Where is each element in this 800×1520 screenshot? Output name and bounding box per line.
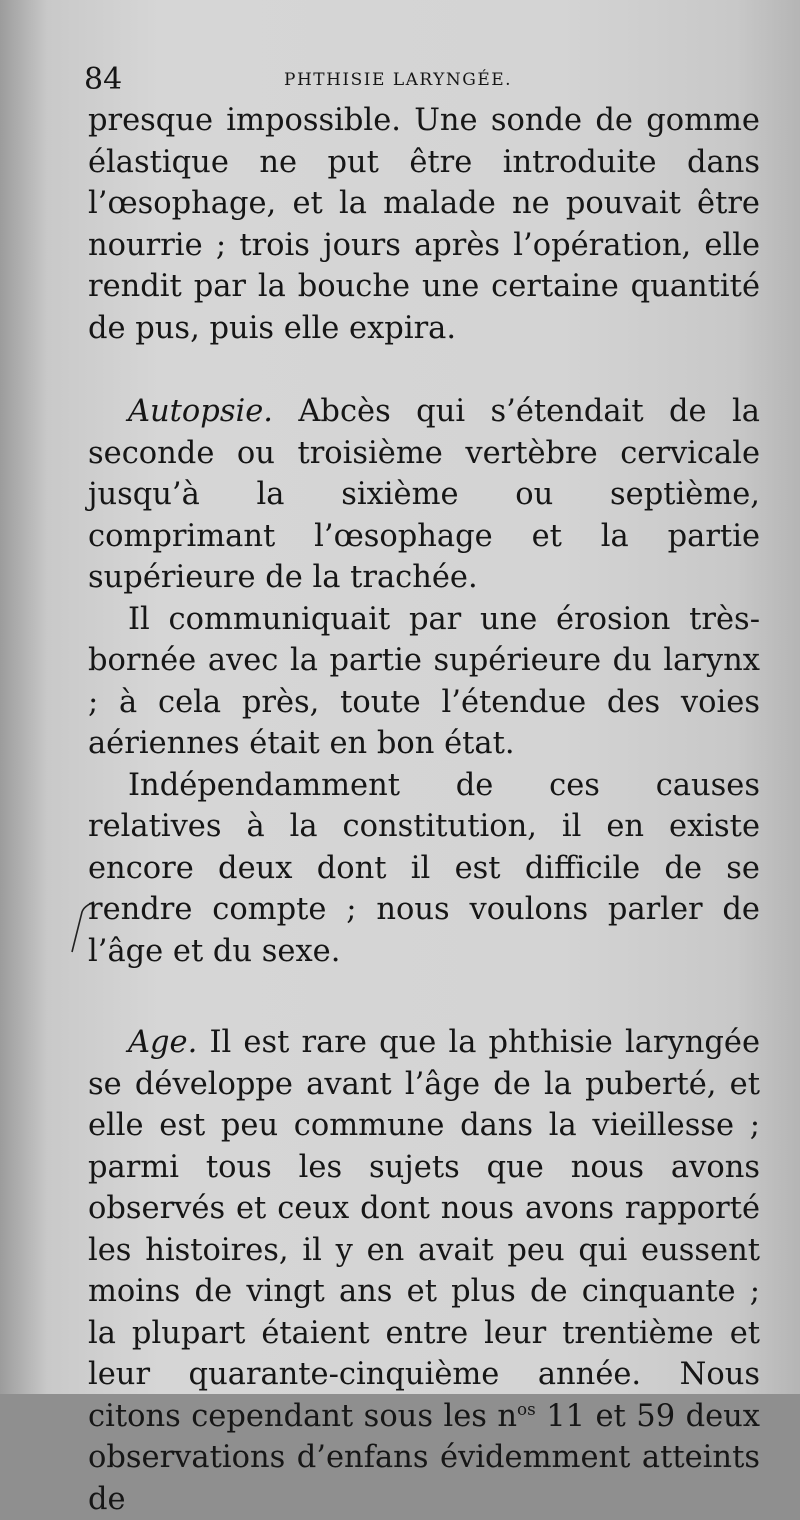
running-head bbox=[84, 62, 744, 102]
paragraph-erosion: Il communiquait par une érosion très-bornée avec la partie supérieure du larynx ; à cela près, toute l’étendue des voies aériennes était en bon état. bbox=[88, 601, 760, 761]
run-in-heading-autopsie: Autopsie. bbox=[128, 394, 273, 429]
paragraph-constitution: Indépendamment de ces causes relatives à la constitution, il en existe encore deux dont il est difficile de se rendre compte ; nous voulons parler de l’âge et du sexe. bbox=[88, 767, 760, 969]
paragraph-age-text: Il est rare que la phthisie laryngée se développe avant l’âge de la puberté, et elle est peu commune dans la vieillesse ; parmi tous les sujets que nous avons observés et ceux dont nous avons rapporté les histoires, il y en avait peu qui eussent moins de vingt ans et plus de cinquante ; la plupart étaient entre leur trentième et leur quarante-cinquième année. Nous citons cependant sous les n bbox=[88, 1025, 760, 1434]
page-number: 84 bbox=[84, 62, 123, 97]
paragraph-continuation: presque impossible. Une sonde de gomme élastique ne put être introduite dans l’œsophage, et la malade ne pouvait être nourrie ; trois jours après l’opération, elle rendit par la bouche une certaine quantité de pus, puis elle expira. bbox=[88, 103, 760, 346]
running-title: PHTHISIE LARYNGÉE. bbox=[284, 70, 513, 90]
paragraph-autopsie bbox=[88, 391, 760, 599]
superscript-numero: os bbox=[517, 1398, 536, 1419]
body-text bbox=[88, 100, 760, 1520]
paragraph-age-text-end: 11 et 59 deux observations d’enfans évidemment atteints de bbox=[88, 1398, 760, 1517]
paragraph-autopsie-text: Abcès qui s’étendait de la seconde ou troisième vertèbre cervicale jusqu’à la sixième ou septième, comprimant l’œsophage et la partie supérieure de la trachée. bbox=[88, 394, 760, 595]
paragraph-age bbox=[88, 1022, 760, 1520]
run-in-heading-age: Age. bbox=[128, 1025, 198, 1060]
